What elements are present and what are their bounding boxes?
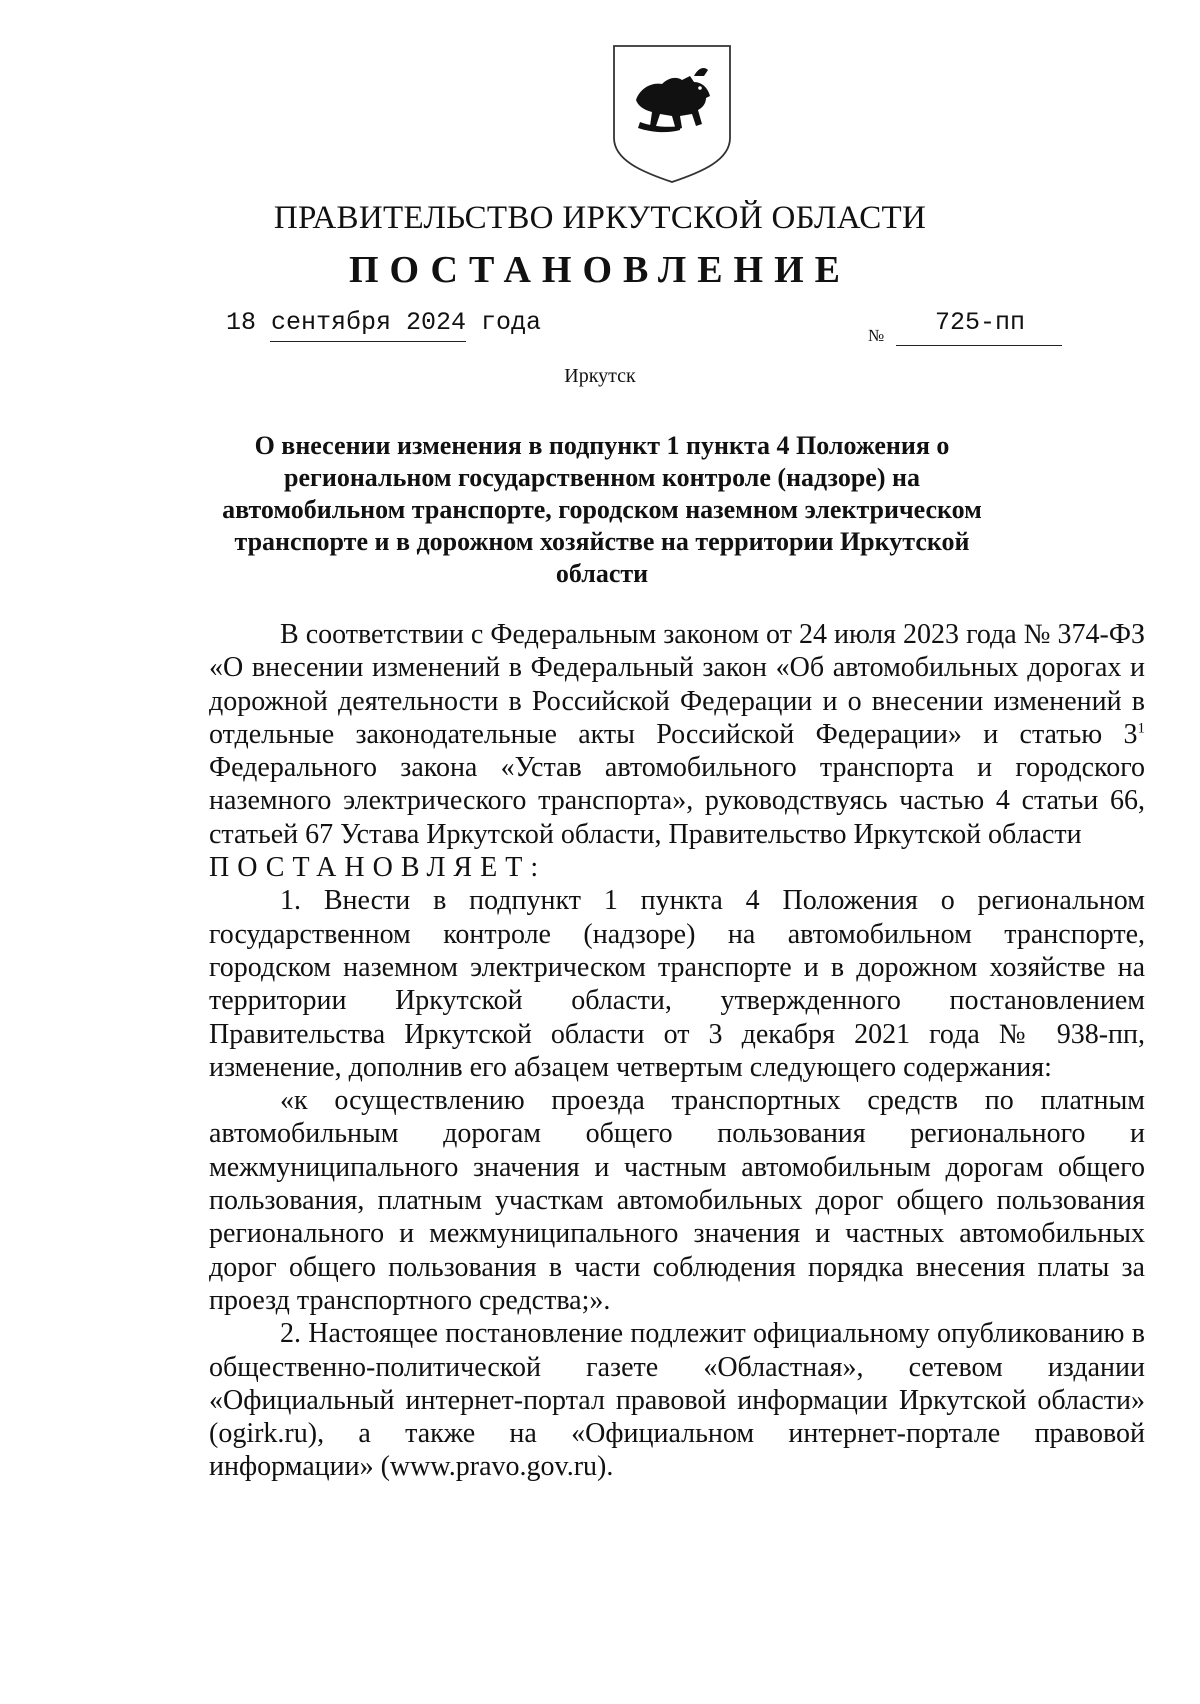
number-sign: № <box>868 326 885 345</box>
document-type: ПОСТАНОВЛЕНИЕ <box>348 249 852 291</box>
government-name: ПРАВИТЕЛЬСТВО ИРКУТСКОЙ ОБЛАСТИ <box>273 200 927 236</box>
superscript-article-index: 1 <box>1137 720 1145 737</box>
preamble-text-a: В соответствии с Федеральным законом от 24 июля 2023 года № 374-ФЗ «О внесении изменений в Федеральный закон «Об автомобильных дорогах и дорожной деятельности в Российской Федерации и о внесении изменений в отдельные законодательные акты Российской Федерации» и статью 3 <box>209 619 1145 750</box>
preamble-paragraph <box>209 618 1145 851</box>
document-title: О внесении изменения в подпункт 1 пункта 4 Положения о региональном государственном контроле (надзоре) на автомобильном транспорте, городском наземном электрическом транспорте и в дорожном хозяйстве на территории Иркутской области <box>222 431 982 588</box>
item-2-paragraph: 2. Настоящее постановление подлежит официальному опубликованию в общественно-политической газете «Областная», сетевом издании «Официальный интернет-портал правовой информации Иркутской области» (ogirk.ru), а также на «Официальном интернет-портале правовой информации» (www.pravo.gov.ru). <box>209 1318 1145 1483</box>
item-1-paragraph: 1. Внести в подпункт 1 пункта 4 Положения о региональном государственном контроле (надзоре) на автомобильном транспорте, городском наземном электрическом транспорте и в дорожном хозяйстве на территории Иркутской области, утвержденного постановлением Правительства Иркутской области от 3 декабря 2021 года № 938-пп, изменение, дополнив его абзацем четвертым следующего содержания: <box>209 885 1145 1083</box>
document-date: 18 сентября 2024 года <box>226 308 542 337</box>
document-number: 725-пп <box>935 308 1026 337</box>
document-city: Иркутск <box>564 365 636 387</box>
preamble-text-b: Федерального закона «Устав автомобильного транспорта и городского наземного электрического транспорта», руководствуясь частью 4 статьи 66, статьей 67 Устава Иркутской области, Правительство Иркутской области <box>209 752 1145 850</box>
babr-emblem-icon <box>610 42 734 186</box>
document-body <box>209 618 1145 1484</box>
date-underline <box>270 341 466 342</box>
number-underline <box>896 345 1062 346</box>
coat-of-arms-emblem <box>610 42 734 186</box>
item-1-quote-paragraph: «к осуществлению проезда транспортных средств по платным автомобильным дорогам общего пользования регионального и межмуниципального значения и частным автомобильным дорогам общего пользования, платным участкам автомобильных дорог общего пользования регионального и межмуниципального значения и частных автомобильных дорог общего пользования в части соблюдения порядка внесения платы за проезд транспортного средства;». <box>209 1085 1145 1316</box>
decree-word: ПОСТАНОВЛЯЕТ: <box>209 852 547 884</box>
